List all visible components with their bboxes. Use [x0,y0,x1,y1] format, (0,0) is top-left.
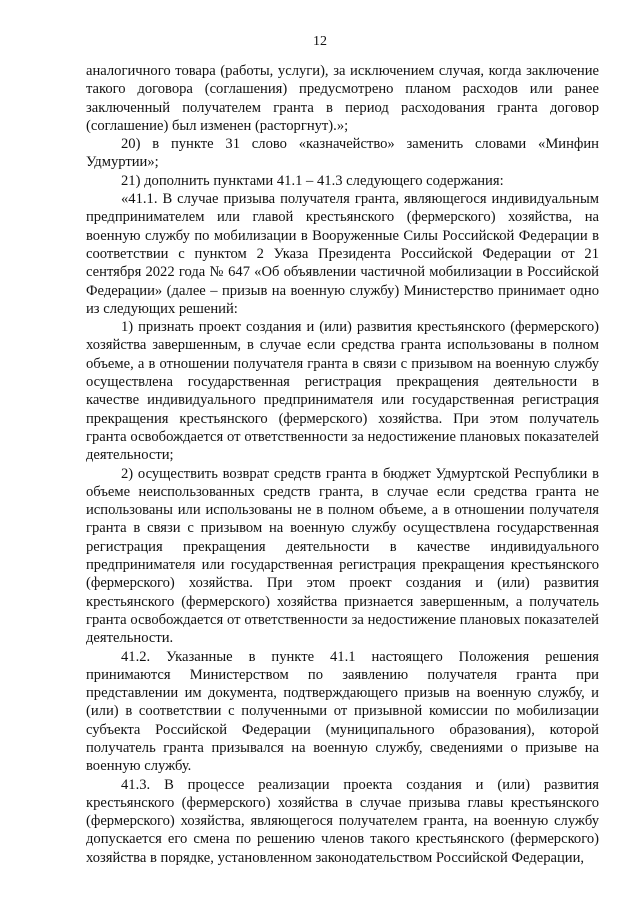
paragraph-item-20: 20) в пункте 31 слово «казначейство» заменить словами «Минфин Удмуртии»; [86,136,599,171]
page-number: 12 [313,34,327,49]
document-body [86,62,599,867]
paragraph-clause-41-2: 41.2. Указанные в пункте 41.1 настоящего Положения решения принимаются Министерством по заявлению получателя гранта при представлении им документа, подтверждающего призыв на военную службу, и (или) в соответствии с полученными от призывной комиссии по мобилизации субъекта Российской Федерации (муниципального образования), которой получатель гранта призывался на военную службу, сведениями о призыве на военную службу. [86,648,599,775]
paragraph-item-21: 21) дополнить пунктами 41.1 – 41.3 следующего содержания: [121,172,504,189]
paragraph-subitem-1: 1) признать проект создания и (или) развития крестьянского (фермерского) хозяйства завершенным, в случае если средства гранта использованы в полном объеме, а в отношении получателя гранта в связи с призывом на военную службу осуществлена государственная регистрация прекращения деятельности в качестве индивидуального предпринимателя или государственная регистрация прекращения крестьянского (фермерского) хозяйства. При этом получатель гранта освобождается от ответственности за недостижение плановых показателей деятельности; [86,319,599,464]
paragraph-continuation: аналогичного товара (работы, услуги), за исключением случая, когда заключение такого договора (соглашения) предусмотрено планом расходов или ранее заключенный получателем гранта в период расходования гранта договор (соглашение) был изменен (расторгнут).»; [86,63,599,134]
paragraph-subitem-2: 2) осуществить возврат средств гранта в бюджет Удмуртской Республики в объеме неиспользованных средств гранта, в случае если средства гранта не использованы или использованы не в полном объеме, а в отношении получателя гранта в связи с призывом на военную службу осуществлена государственная регистрация прекращения деятельности в качестве индивидуального предпринимателя или государственная регистрация прекращения крестьянского (фермерского) хозяйства. При этом проект создания и (или) развития крестьянского (фермерского) хозяйства признается завершенным, а получатель гранта освобождается от ответственности за недостижение плановых показателей деятельности. [86,465,599,647]
paragraph-clause-41-3: 41.3. В процессе реализации проекта создания и (или) развития крестьянского (фермерского) хозяйства в случае призыва главы крестьянского (фермерского) хозяйства, являющегося получателем гранта, на военную службу допускается его смена по решению членов такого крестьянского (фермерского) хозяйства в порядке, установленном законодательством Российской Федерации, [86,776,599,866]
paragraph-clause-41-1: «41.1. В случае призыва получателя гранта, являющегося индивидуальным предпринимателем или главой крестьянского (фермерского) хозяйства, на военную службу по мобилизации в Вооруженные Силы Российской Федерации в соответствии с пунктом 2 Указа Президента Российской Федерации от 21 сентября 2022 года № 647 «Об объявлении частичной мобилизации в Российской Федерации» (далее – призыв на военную службу) Министерство принимает одно из следующих решений: [86,191,599,317]
